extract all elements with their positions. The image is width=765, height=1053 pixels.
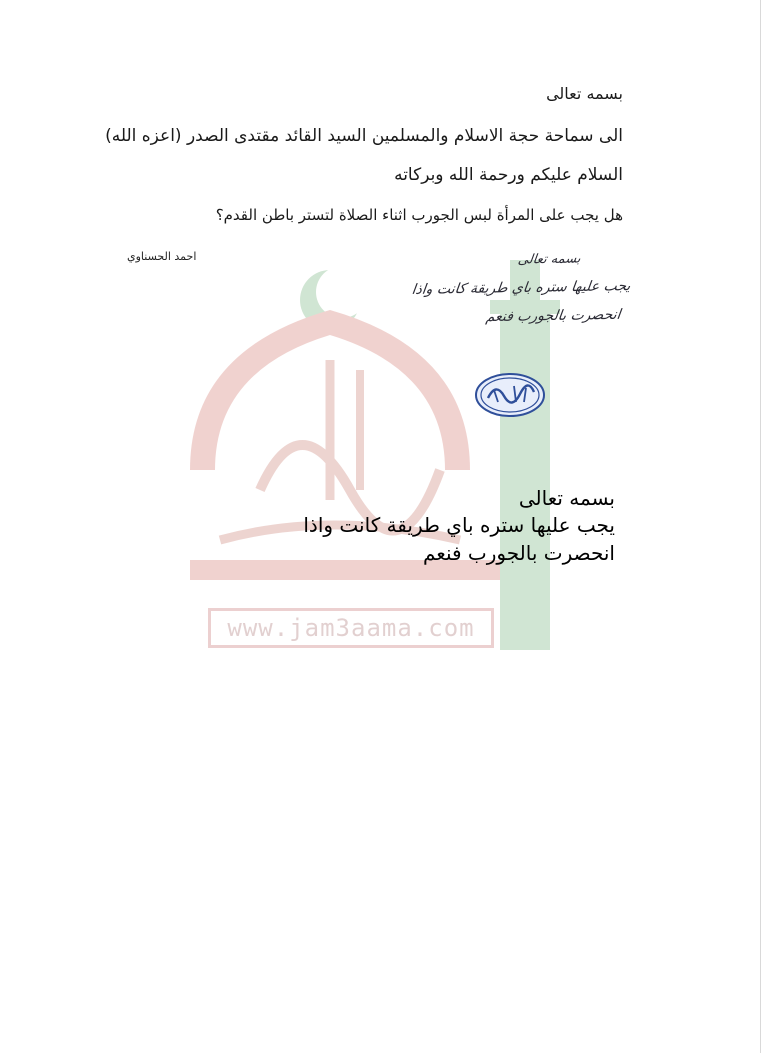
addressee-line: الى سماحة حجة الاسلام والمسلمين السيد القائد مقتدى الصدر (اعزه الله) — [105, 126, 623, 146]
greeting-line: السلام عليكم ورحمة الله وبركاته — [394, 165, 623, 185]
official-seal-stamp — [474, 372, 546, 418]
page-border — [760, 0, 761, 1053]
watermark-url: www.jam3aama.com — [208, 608, 494, 648]
reply-line: انحصرت بالجورب فنعم — [423, 541, 615, 565]
reply-basmala: بسمه تعالى — [518, 486, 615, 510]
question-line: هل يجب على المرأة لبس الجورب اثناء الصلاة لتستر باطن القدم؟ — [215, 206, 623, 224]
reply-line: يجب عليها ستره باي طريقة كانت واذا — [303, 513, 615, 537]
handwritten-line: يجب عليها ستره باي طريقة كانت واذا — [410, 278, 632, 298]
handwritten-line: بسمه تعالى — [516, 251, 581, 268]
sender-name: احمد الحسناوي — [127, 250, 197, 263]
handwritten-reply — [368, 252, 630, 342]
basmala-heading: بسمه تعالى — [546, 84, 623, 103]
handwritten-line: انحصرت بالجورب فنعم — [484, 306, 622, 326]
